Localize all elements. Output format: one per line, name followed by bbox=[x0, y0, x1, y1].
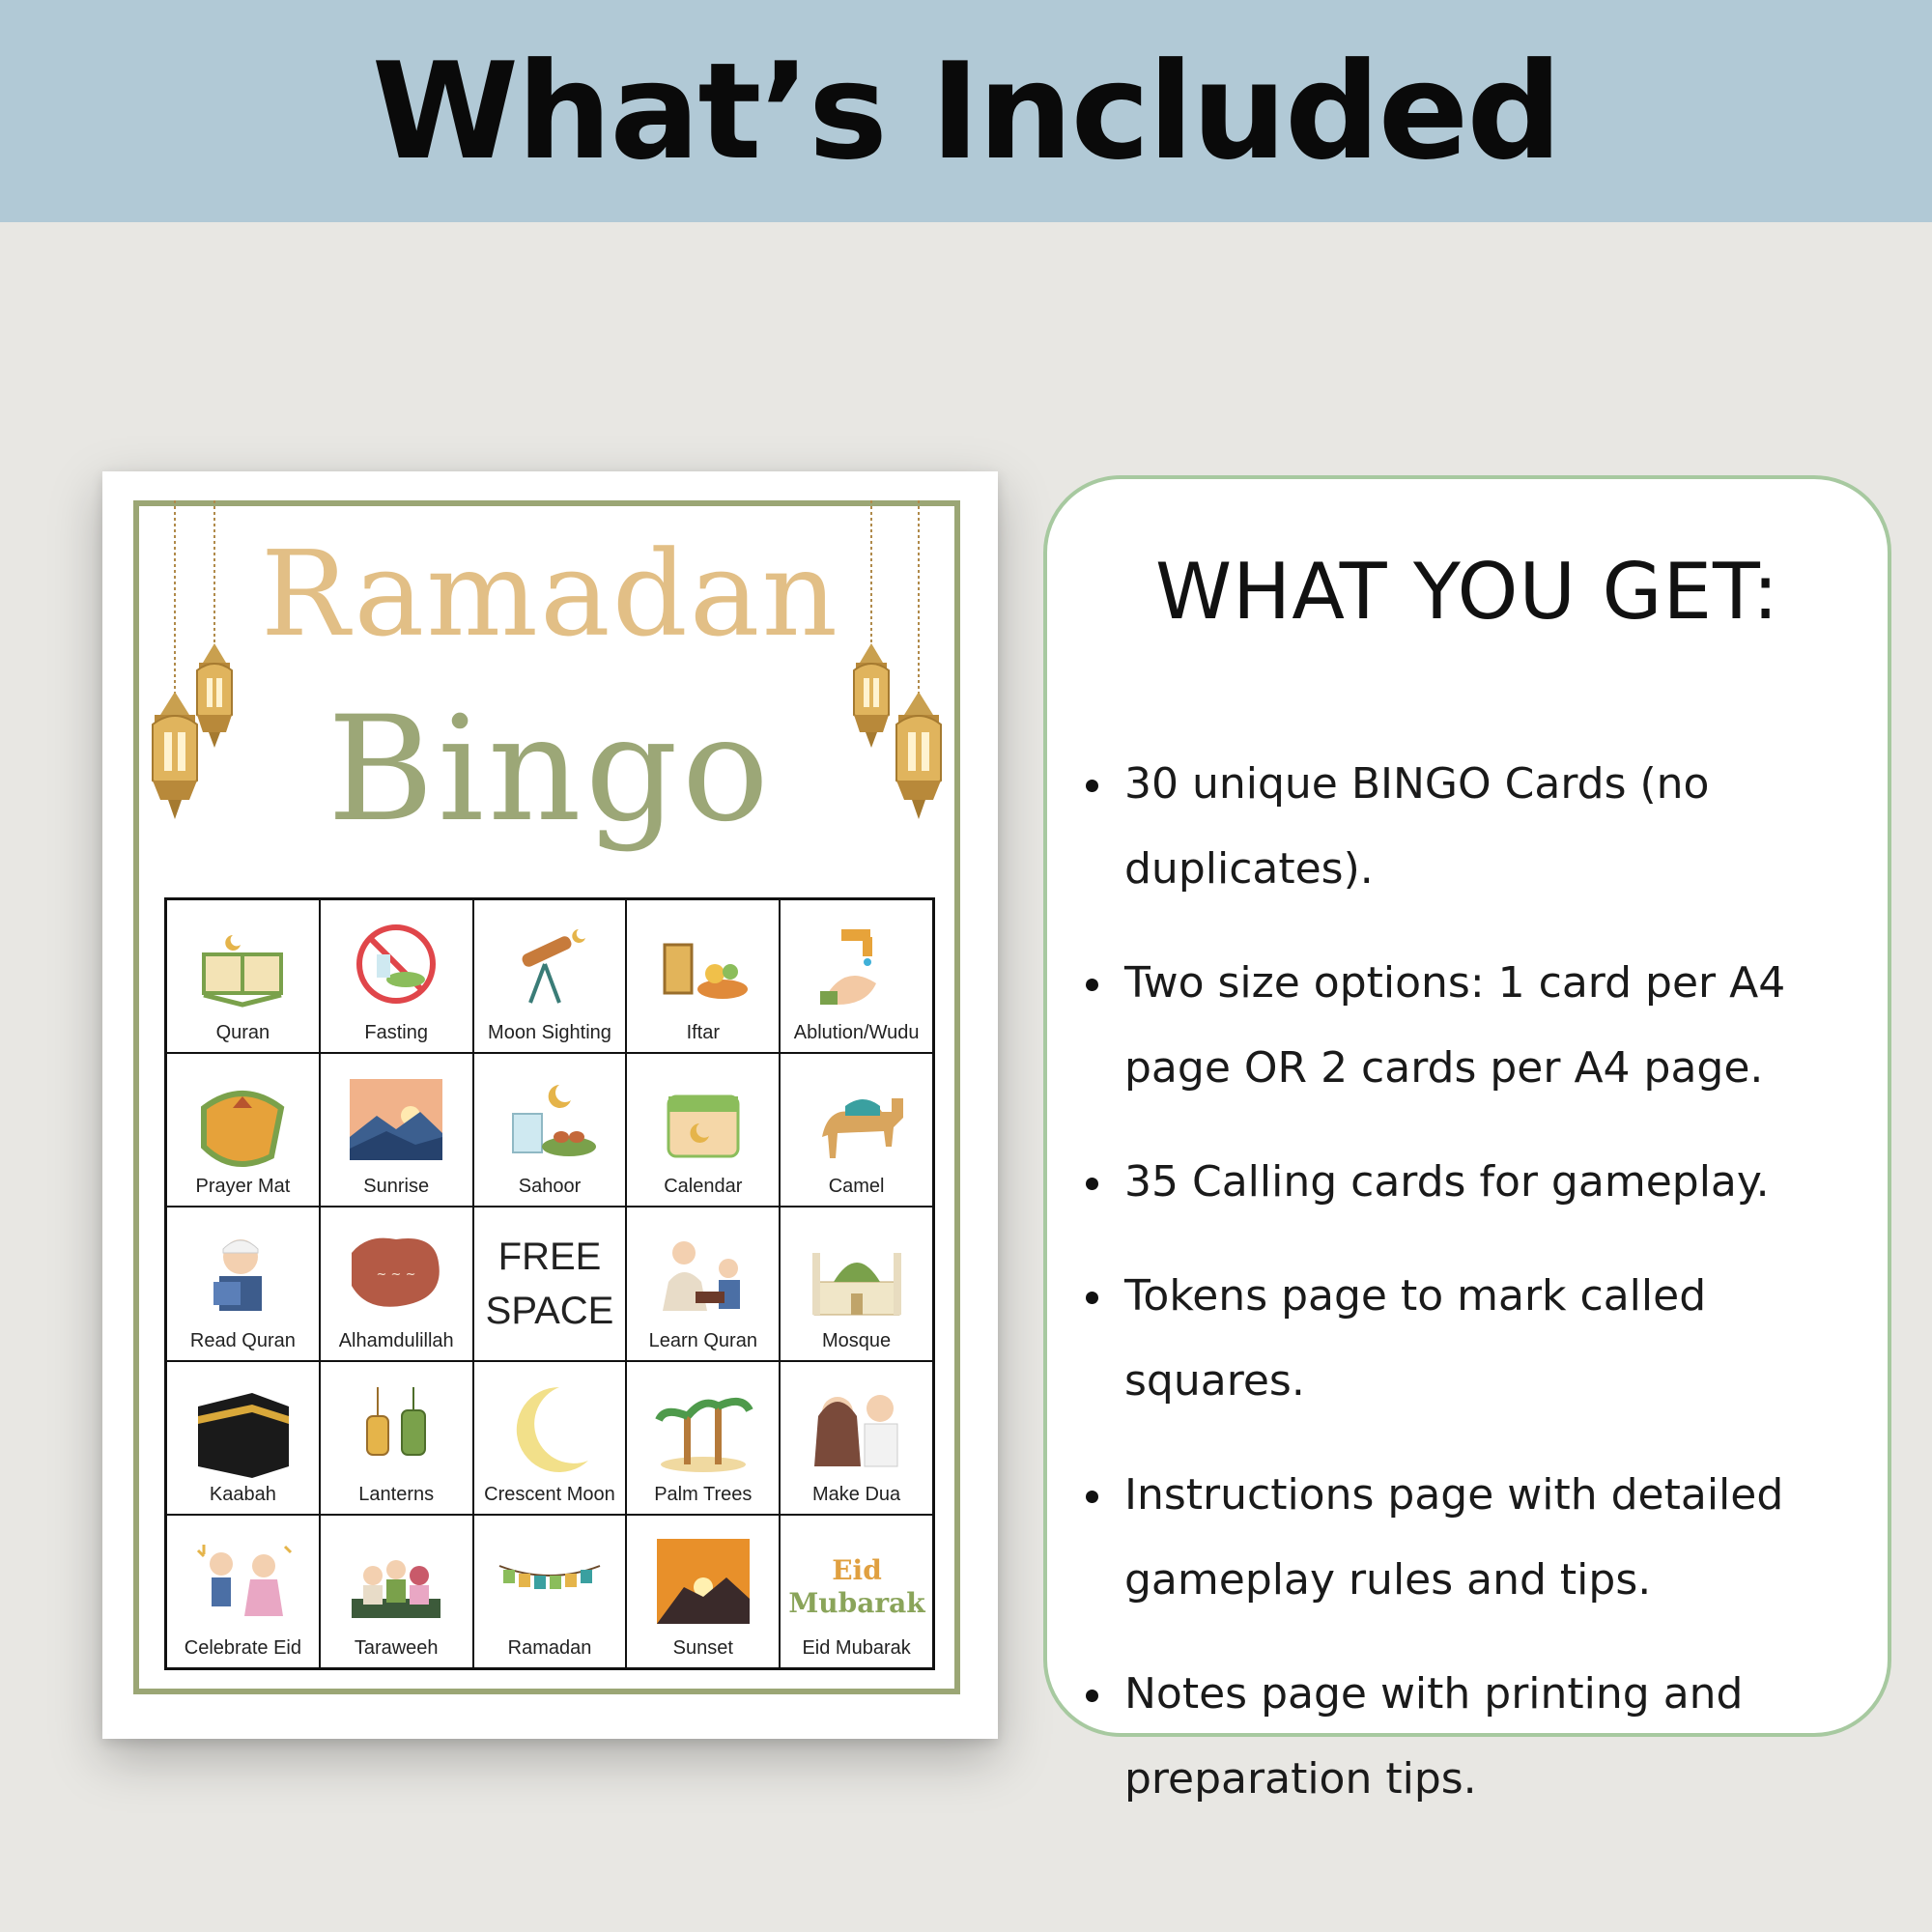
free-space-cell bbox=[473, 1207, 627, 1360]
card-title-bingo: Bingo bbox=[327, 686, 774, 854]
prayer-mat-icon bbox=[185, 1069, 300, 1170]
banner-title: What’s Included bbox=[371, 33, 1561, 189]
ramadan-bunting-icon bbox=[492, 1531, 608, 1632]
bingo-cell bbox=[166, 899, 320, 1053]
group-prayer-icon bbox=[338, 1531, 454, 1632]
bingo-cell bbox=[626, 1053, 780, 1207]
bingo-cell-label: Palm Trees bbox=[654, 1483, 753, 1505]
header-banner bbox=[0, 0, 1932, 222]
quran-icon bbox=[185, 916, 300, 1016]
telescope-icon bbox=[492, 916, 608, 1016]
bingo-cell-label: Taraweeh bbox=[354, 1636, 439, 1659]
bingo-cell bbox=[473, 1361, 627, 1515]
bingo-cell-label: Ramadan bbox=[507, 1636, 592, 1659]
calendar-icon bbox=[645, 1069, 761, 1170]
bingo-cell bbox=[780, 1361, 933, 1515]
bingo-cell-label: Prayer Mat bbox=[195, 1176, 291, 1198]
bingo-cell bbox=[166, 1207, 320, 1360]
feature-list bbox=[1086, 742, 1878, 1851]
bingo-cell bbox=[320, 899, 473, 1053]
bingo-cell bbox=[320, 1515, 473, 1668]
bingo-cell bbox=[780, 899, 933, 1053]
praying-people-icon bbox=[799, 1378, 915, 1478]
bingo-cell-label: Sunset bbox=[672, 1636, 733, 1659]
card-title-ramadan: Ramadan bbox=[260, 526, 840, 663]
feature-item: 30 unique BINGO Cards (no duplicates). bbox=[1086, 742, 1878, 912]
what-you-get-panel bbox=[1043, 475, 1891, 1804]
alhamdulillah-calligraphy-icon bbox=[338, 1224, 454, 1324]
bingo-cell-label: Camel bbox=[828, 1176, 885, 1198]
camel-icon bbox=[799, 1069, 915, 1170]
bingo-cell bbox=[473, 1515, 627, 1668]
bingo-cell-label: Ablution/Wudu bbox=[793, 1022, 920, 1044]
bingo-cell-label: Celebrate Eid bbox=[184, 1636, 301, 1659]
sahoor-meal-icon bbox=[492, 1069, 608, 1170]
bingo-cell-label: Eid Mubarak bbox=[802, 1636, 911, 1659]
bingo-cell bbox=[626, 1361, 780, 1515]
feature-item: Notes page with printing and preparation tips. bbox=[1086, 1652, 1878, 1822]
bingo-cell bbox=[473, 1053, 627, 1207]
bingo-cell bbox=[780, 1207, 933, 1360]
bingo-cell-label: Iftar bbox=[686, 1022, 721, 1044]
bingo-card-preview bbox=[102, 471, 998, 1739]
sunrise-icon bbox=[338, 1069, 454, 1170]
bingo-cell bbox=[320, 1207, 473, 1360]
sunset-icon bbox=[645, 1531, 761, 1632]
panel-heading: WHAT YOU GET: bbox=[1154, 547, 1780, 637]
eid-mubarak-lettering-icon bbox=[787, 1531, 925, 1632]
bingo-cell-label: Quran bbox=[215, 1022, 270, 1044]
bingo-cell-label: Alhamdulillah bbox=[338, 1329, 454, 1351]
bingo-cell bbox=[626, 899, 780, 1053]
svg-text:Eid: Eid bbox=[831, 1553, 882, 1586]
child-reading-icon bbox=[185, 1224, 300, 1324]
bingo-cell bbox=[473, 899, 627, 1053]
teacher-student-icon bbox=[645, 1224, 761, 1324]
free-space-line: SPACE bbox=[485, 1289, 614, 1332]
feature-item: Instructions page with detailed gameplay rules and tips. bbox=[1086, 1453, 1878, 1623]
celebrating-kids-icon bbox=[185, 1531, 300, 1632]
bingo-cell bbox=[166, 1515, 320, 1668]
bingo-cell-label: Read Quran bbox=[189, 1329, 296, 1351]
mosque-icon bbox=[799, 1224, 915, 1324]
crescent-moon-icon bbox=[492, 1378, 608, 1478]
bingo-cell bbox=[626, 1207, 780, 1360]
bingo-cell-label: Kaabah bbox=[209, 1483, 276, 1505]
bingo-cell-label: Sunrise bbox=[363, 1176, 430, 1198]
bingo-cell-label: Sahoor bbox=[518, 1176, 582, 1198]
bingo-cell-label: Make Dua bbox=[812, 1483, 901, 1505]
kaabah-icon bbox=[185, 1378, 300, 1478]
feature-item: Two size options: 1 card per A4 page OR 2 cards per A4 page. bbox=[1086, 941, 1878, 1111]
bingo-grid bbox=[164, 897, 935, 1670]
svg-text:Mubarak: Mubarak bbox=[787, 1586, 925, 1619]
bingo-cell bbox=[320, 1361, 473, 1515]
bingo-cell-label: Calendar bbox=[664, 1176, 743, 1198]
palm-trees-icon bbox=[645, 1378, 761, 1478]
bingo-cell-label: Learn Quran bbox=[648, 1329, 757, 1351]
bingo-cell bbox=[780, 1515, 933, 1668]
bingo-cell bbox=[320, 1053, 473, 1207]
free-space-line: FREE bbox=[497, 1235, 602, 1278]
bingo-cell-label: Lanterns bbox=[358, 1483, 435, 1505]
feature-item: 35 Calling cards for gameplay. bbox=[1086, 1140, 1878, 1225]
water-tap-icon bbox=[799, 916, 915, 1016]
bingo-cell-label: Fasting bbox=[364, 1022, 428, 1044]
bingo-cell bbox=[626, 1515, 780, 1668]
bingo-cell bbox=[166, 1361, 320, 1515]
feature-item: Tokens page to mark called squares. bbox=[1086, 1254, 1878, 1424]
bingo-cell-label: Crescent Moon bbox=[484, 1483, 615, 1505]
iftar-meal-icon bbox=[645, 916, 761, 1016]
bingo-cell-label: Mosque bbox=[822, 1329, 892, 1351]
svg-text:~ ~ ~: ~ ~ ~ bbox=[376, 1266, 416, 1282]
no-food-icon bbox=[338, 916, 454, 1016]
lanterns-icon bbox=[338, 1378, 454, 1478]
bingo-cell-label: Moon Sighting bbox=[488, 1022, 611, 1044]
bingo-cell bbox=[166, 1053, 320, 1207]
bingo-cell bbox=[780, 1053, 933, 1207]
